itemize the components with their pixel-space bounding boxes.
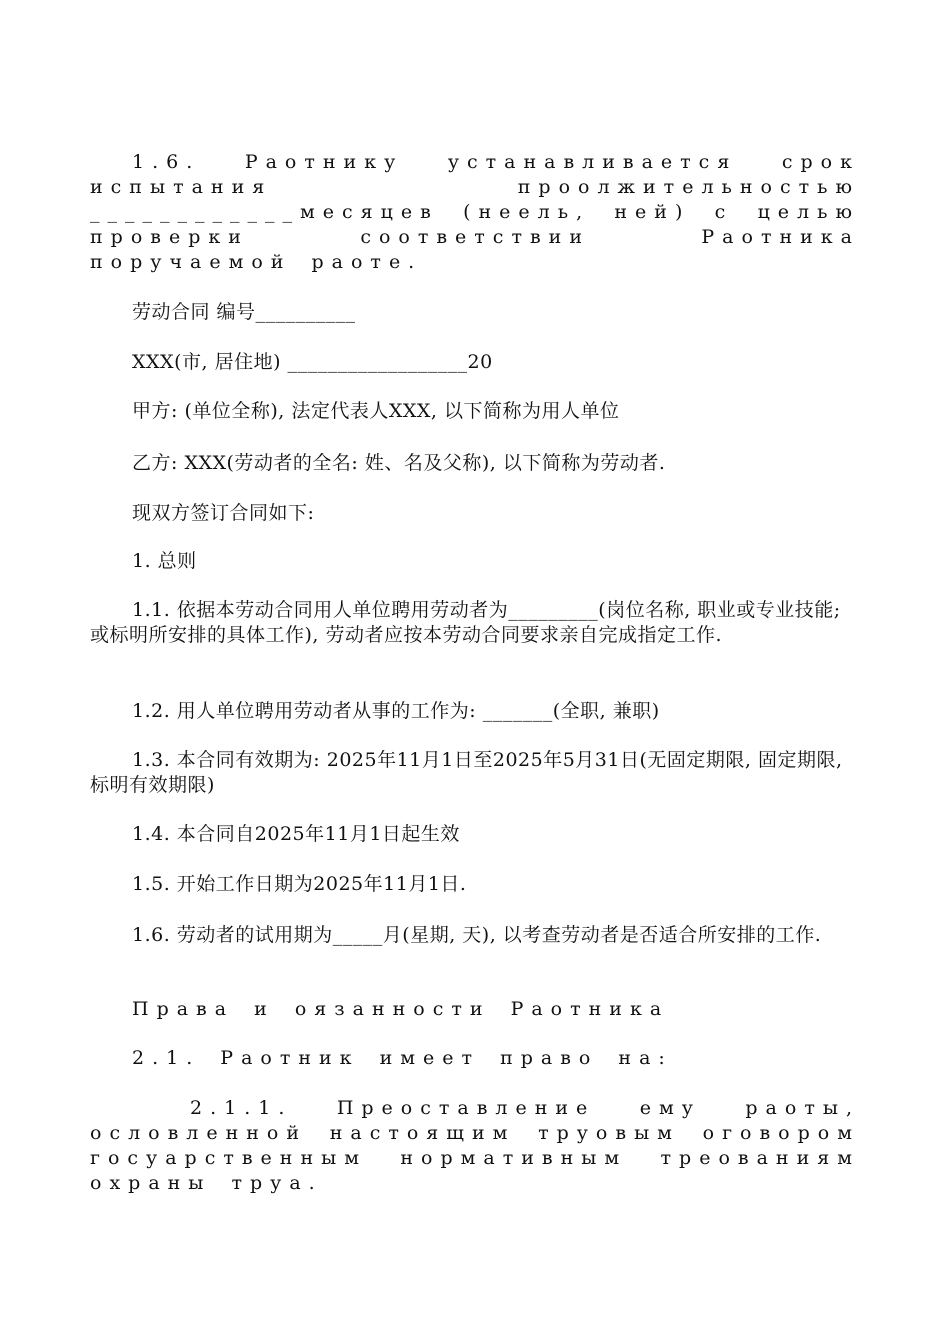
- city-date-line: XXX(市, 居住地) __________________20: [132, 351, 493, 373]
- agreement-intro: 现双方签订合同如下:: [132, 502, 315, 524]
- clause-1-2: 1.2. 用人单位聘用劳动者从事的工作为: _______(全职, 兼职): [132, 700, 660, 722]
- clause-1-4: 1.4. 本合同自2025年11月1日起生效: [132, 823, 460, 845]
- paragraph-1-6-russian: 1.6. Раотнику устанавливается срок испытания проолжительностью ____________месяцев (неель, ней) с целью проверки соответствии Раотника поручаемой раоте.: [90, 151, 860, 273]
- party-b: 乙方: XXX(劳动者的全名: 姓、名及父称), 以下简称为劳动者.: [132, 452, 666, 474]
- clause-1-3: 1.3. 本合同有效期为: 2025年11月1日至2025年5月31日(无固定期限, 固定期限, 标明有效期限): [90, 749, 843, 796]
- clause-1-6: 1.6. 劳动者的试用期为_____月(星期, 天), 以考查劳动者是否适合所安排的工作.: [132, 924, 822, 946]
- clause-1-5: 1.5. 开始工作日期为2025年11月1日.: [132, 873, 467, 895]
- clause-2-1-russian: 2.1. Раотник имеет право на:: [132, 1047, 673, 1069]
- contract-title-number: 劳动合同 编号__________: [132, 301, 356, 323]
- clause-1-1: 1.1. 依据本劳动合同用人单位聘用劳动者为_________(岗位名称, 职业或专业技能; 或标明所安排的具体工作), 劳动者应按本劳动合同要求亲自完成指定工作.: [90, 599, 841, 646]
- section-2-heading-russian: Права и оязанности Раотника: [132, 998, 670, 1020]
- section-1-heading: 1. 总则: [132, 550, 197, 572]
- party-a: 甲方: (单位全称), 法定代表人XXX, 以下简称为用人单位: [132, 400, 620, 422]
- clause-2-1-1-russian: 2.1.1. Преоставление ему раоты, ословленной настоящим труовым оговором госуарственным нормативным треованиям охраны труа.: [90, 1097, 860, 1194]
